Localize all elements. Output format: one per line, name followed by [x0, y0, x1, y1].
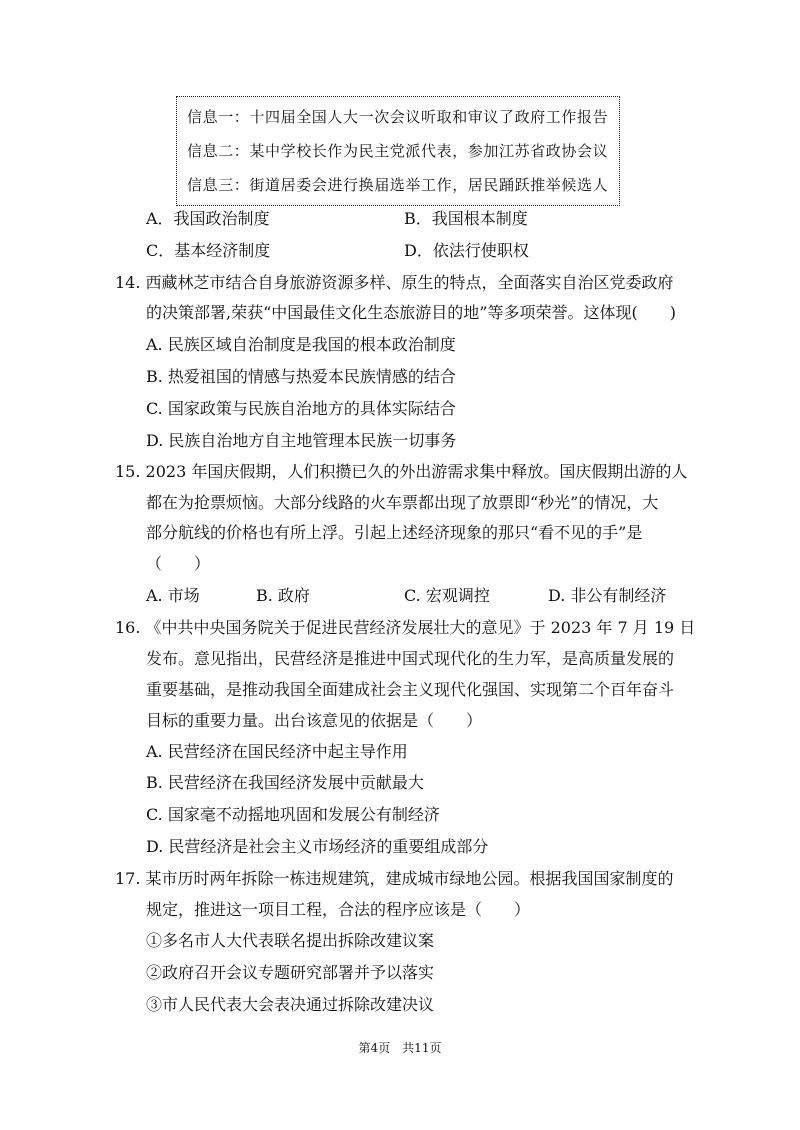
q15-option-d: D. 非公有制经济	[548, 586, 667, 605]
info-box	[176, 96, 620, 206]
q14-option-a: A. 民族区域自治制度是我国的根本政治制度	[146, 335, 456, 354]
info-line-1: 信息一：十四届全国人大一次会议听取和审议了政府工作报告	[187, 108, 609, 126]
q16-stem-line-2: 发布。意见指出，民营经济是推进中国式现代化的生力军，是高质量发展的	[146, 649, 675, 668]
q16-option-b: B. 民营经济在我国经济发展中贡献最大	[146, 773, 424, 792]
q15-stem-line-3: 部分航线的价格也有所上浮。引起上述经济现象的那只“看不见的手”是	[146, 523, 643, 542]
q14-stem-line-2: 的决策部署,荣获“中国最佳文化生态旅游目的地”等多项荣誉。这体现( )	[146, 303, 676, 322]
q14-option-b: B. 热爱祖国的情感与热爱本民族情感的结合	[146, 367, 456, 386]
q16-option-d: D. 民营经济是社会主义市场经济的重要组成部分	[146, 837, 489, 856]
q16-stem-line-4: 目标的重要力量。出台该意见的依据是（ ）	[146, 711, 483, 730]
q17-item-1: ①多名市人大代表联名提出拆除改建议案	[146, 931, 435, 950]
q17-stem-line-1: 17. 某市历时两年拆除一栋违规建筑，建成城市绿地公园。根据我国国家制度的	[115, 869, 674, 888]
q16-option-a: A. 民营经济在国民经济中起主导作用	[146, 742, 408, 761]
q13-option-d: D．依法行使职权	[404, 241, 529, 260]
q15-stem-line-2: 都在为抢票烦恼。大部分线路的火车票都出现了放票即“秒光”的情况，大	[146, 493, 659, 512]
q16-stem-line-1: 16. 《中共中央国务院关于促进民营经济发展壮大的意见》于 2023 年 7 月 19 日	[115, 618, 696, 637]
q15-stem-line-4: （ ）	[146, 554, 211, 573]
q17-stem-line-2: 规定，推进这一项目工程，合法的程序应该是（ ）	[146, 900, 531, 919]
info-line-3: 信息三：街道居委会进行换届选举工作，居民踊跃推举候选人	[187, 176, 609, 194]
q15-option-b: B. 政府	[256, 586, 310, 605]
q13-option-c: C．基本经济制度	[146, 241, 271, 260]
page-footer: 第4页 共11页	[358, 1041, 442, 1055]
q15-option-a: A. 市场	[146, 586, 200, 605]
q13-option-a: A．我国政治制度	[146, 209, 270, 228]
q17-item-3: ③市人民代表大会表决通过拆除改建决议	[146, 995, 435, 1014]
q16-stem-line-3: 重要基础，是推动我国全面建成社会主义现代化强国、实现第二个百年奋斗	[146, 680, 675, 699]
q14-option-d: D. 民族自治地方自主地管理本民族一切事务	[146, 431, 457, 450]
q14-option-c: C. 国家政策与民族自治地方的具体实际结合	[146, 399, 456, 418]
info-line-2: 信息二：某中学校长作为民主党派代表，参加江苏省政协会议	[187, 142, 609, 160]
q13-option-b: B．我国根本制度	[404, 209, 528, 228]
q14-stem-line-1: 14. 西藏林芝市结合自身旅游资源多样、原生的特点，全面落实自治区党委政府	[115, 273, 674, 292]
q15-option-c: C. 宏观调控	[404, 586, 490, 605]
q15-stem-line-1: 15. 2023 年国庆假期，人们积攒已久的外出游需求集中释放。国庆假期出游的人	[115, 462, 688, 481]
q17-item-2: ②政府召开会议专题研究部署并予以落实	[146, 963, 435, 982]
q16-option-c: C. 国家毫不动摇地巩固和发展公有制经济	[146, 805, 440, 824]
